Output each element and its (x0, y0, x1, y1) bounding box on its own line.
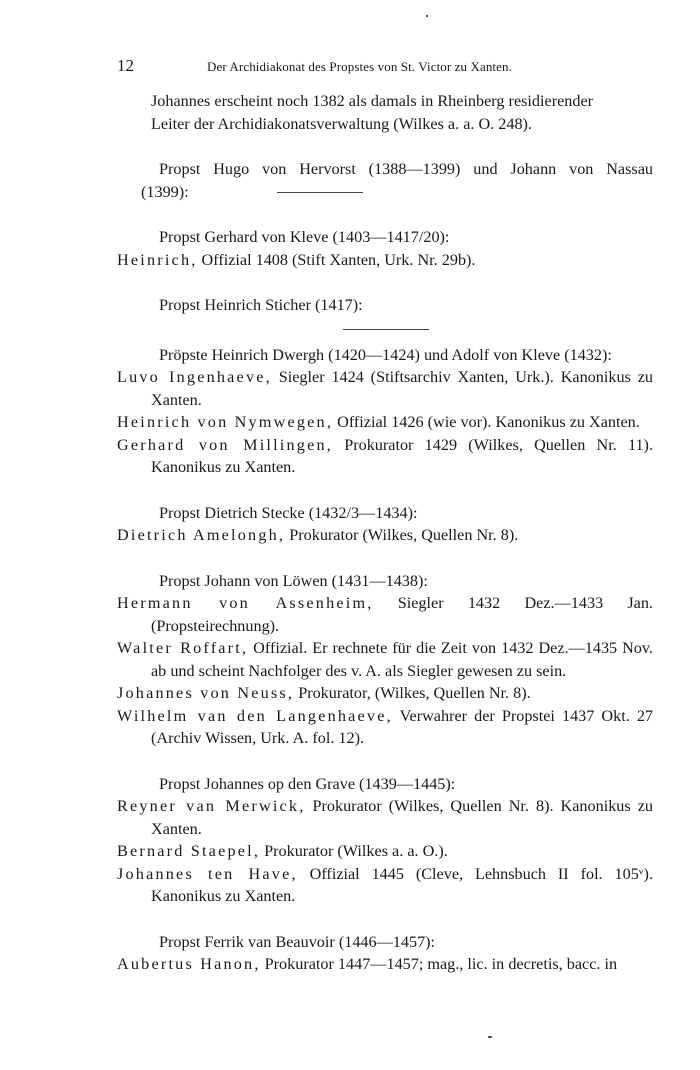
list-item: Aubertus Hanon, Prokurator 1447—1457; mag., lic. in decretis, bacc. in (117, 955, 618, 973)
list-item: Heinrich von Nymwegen, Offizial 1426 (wie vor). Kanonikus zu Xanten. (117, 413, 640, 431)
list-item: Gerhard von Millingen, Prokurator 1429 (Wilkes, Quellen Nr. 11). Kanonikus zu Xanten. (117, 435, 653, 476)
person-name: Reyner van Merwick, (117, 797, 306, 815)
person-name: Aubertus Hanon, (117, 955, 261, 973)
page-header (117, 56, 653, 76)
list-item: Johannes von Neuss, Prokurator, (Wilkes, Quellen Nr. 8). (117, 684, 531, 702)
section-heading-stecke: Propst Dietrich Stecke (1432/3—1434): (159, 503, 418, 522)
person-name: Bernard Staepel, (117, 842, 261, 860)
person-name: Heinrich, (117, 250, 198, 269)
running-title: Der Archidiakonat des Propstes von St. Victor zu Xanten. (207, 59, 512, 74)
person-name: Wilhelm van den Langenhaeve, (117, 706, 393, 725)
list-item: Reyner van Merwick, Prokurator (Wilkes, Quellen Nr. 8). Kanonikus zu Xanten. (117, 797, 653, 838)
section-heading-grave: Propst Johannes op den Grave (1439—1445): (159, 774, 456, 793)
person-name: Dietrich Amelongh, (117, 526, 286, 544)
list-item: Hermann von Assenheim, Siegler 1432 Dez.—1433 Jan. (Propsteirechnung). (117, 594, 653, 635)
person-name: Johannes von Neuss, (117, 684, 295, 702)
person-name: Luvo Ingenhaeve, (117, 368, 272, 386)
list-item: Dietrich Amelongh, Prokurator (Wilkes, Quellen Nr. 8). (117, 526, 519, 544)
section-heading-loewen: Propst Johann von Löwen (1431—1438): (159, 571, 428, 590)
person-name: Walter Roffart, (117, 639, 249, 657)
intro-paragraph (117, 90, 653, 135)
section-heading-kleve: Propst Gerhard von Kleve (1403—1417/20): (159, 228, 450, 246)
page-body (117, 90, 653, 976)
person-name: Heinrich von Nymwegen, (117, 413, 334, 431)
person-name: Johannes ten Have, (117, 864, 298, 883)
person-name: Gerhard von Millingen, (117, 435, 334, 454)
section-divider (343, 329, 429, 330)
intro-line: Leiter der Archidiakonatsverwaltung (Wilkes a. a. O. 248). (151, 114, 532, 133)
scan-speck (488, 1036, 492, 1038)
section-heading-beauvoir: Propst Ferrik van Beauvoir (1446—1457): (159, 932, 436, 951)
person-name: Hermann von Assenheim, (117, 594, 374, 612)
section-heading-hervorst: Propst Hugo von Hervorst (1388—1399) und Johann von Nassau (159, 160, 653, 178)
list-item: Heinrich, Offizial 1408 (Stift Xanten, Urk. Nr. 29b). (117, 250, 476, 269)
section-heading-sticher: Propst Heinrich Sticher (1417): (159, 296, 363, 314)
section-heading-dwergh: Pröpste Heinrich Dwergh (1420—1424) und Adolf von Kleve (1432): (159, 345, 612, 364)
scan-speck (426, 15, 428, 17)
list-item: Walter Roffart, Offizial. Er rechnete für die Zeit von 1432 Dez.—1435 Nov. ab und scheint Nachfolger des v. A. als Siegler gewesen zu sein. (117, 639, 653, 680)
page-number: 12 (117, 56, 134, 75)
section-heading-hervorst-cont: (1399): (117, 181, 653, 204)
list-item: Luvo Ingenhaeve, Siegler 1424 (Stiftsarchiv Xanten, Urk.). Kanonikus zu Xanten. (117, 368, 653, 409)
list-item: Johannes ten Have, Offizial 1445 (Cleve, Lehnsbuch II fol. 105ᵛ). Kanonikus zu Xanten. (117, 864, 653, 905)
section-divider (277, 192, 363, 193)
list-item: Bernard Staepel, Prokurator (Wilkes a. a. O.). (117, 842, 448, 860)
intro-line: Johannes erscheint noch 1382 als damals in Rheinberg residierender (151, 92, 594, 110)
list-item: Wilhelm van den Langenhaeve, Verwahrer der Propstei 1437 Okt. 27 (Archiv Wissen, Urk. A. fol. 12). (117, 706, 654, 747)
